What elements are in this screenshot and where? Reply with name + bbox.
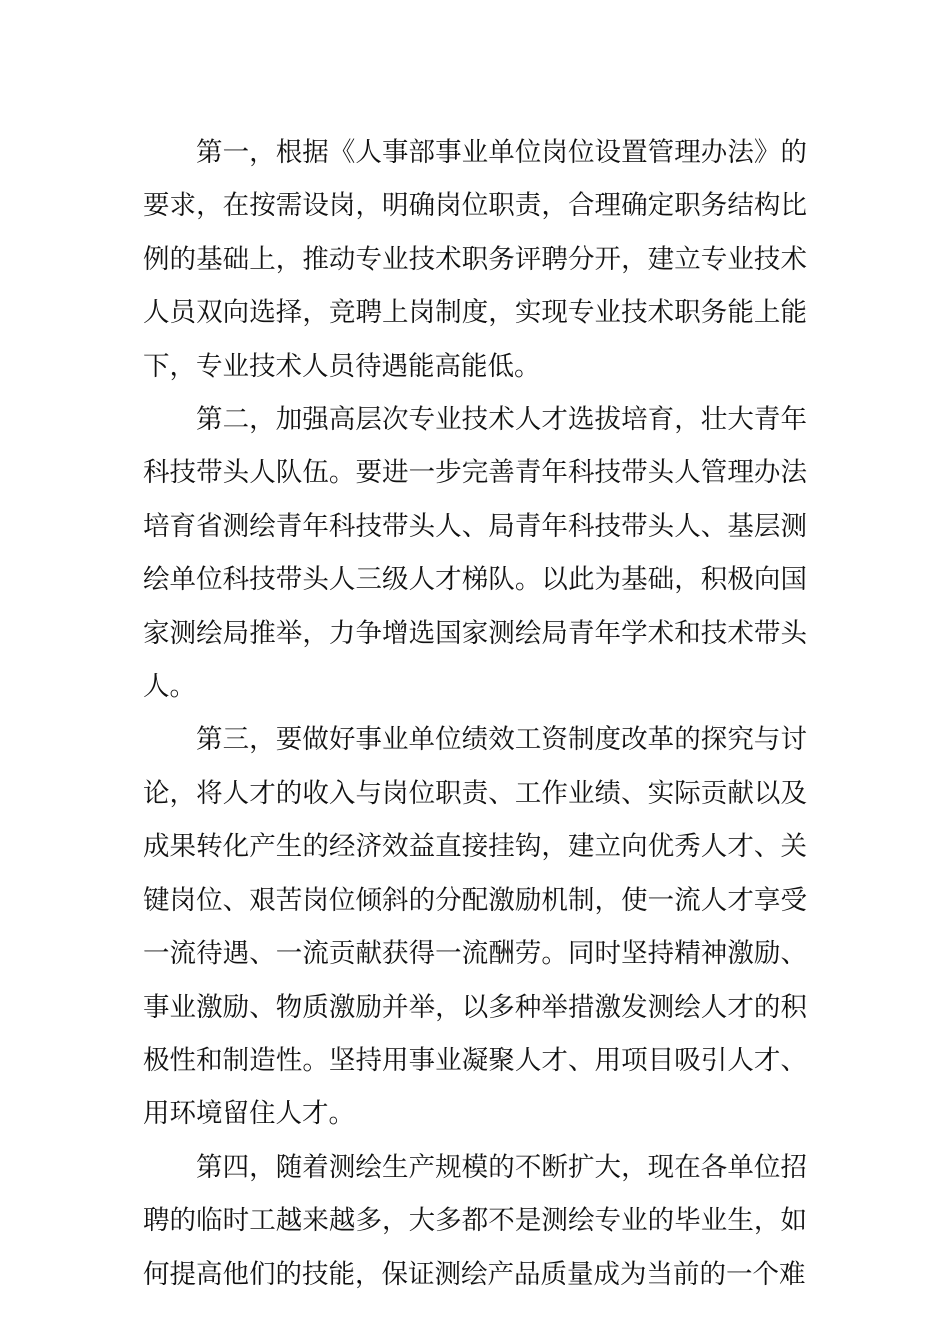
document-page [143, 126, 807, 1301]
paragraph-2: 第二，加强高层次专业技术人才选拔培育，壮大青年科技带头人队伍。要进一步完善青年科技带头人管理办法培育省测绘青年科技带头人、局青年科技带头人、基层测绘单位科技带头人三级人才梯队。以此为基础，积极向国家测绘局推举，力争增选国家测绘局青年学术和技术带头人。 [143, 404, 807, 703]
paragraph-4: 第四，随着测绘生产规模的不断扩大，现在各单位招聘的临时工越来越多，大多都不是测绘专业的毕业生，如何提高他们的技能，保证测绘产品质量成为当前的一个难 [143, 1151, 807, 1290]
paragraph-1: 第一，根据《人事部事业单位岗位设置管理办法》的要求，在按需设岗，明确岗位职责，合理确定职务结构比例的基础上，推动专业技术职务评聘分开，建立专业技术人员双向选择，竞聘上岗制度，实现专业技术职务能上能下，专业技术人员待遇能高能低。 [143, 137, 807, 382]
paragraph-3: 第三，要做好事业单位绩效工资制度改革的探究与讨论，将人才的收入与岗位职责、工作业绩、实际贡献以及成果转化产生的经济效益直接挂钩，建立向优秀人才、关键岗位、艰苦岗位倾斜的分配激励机制，使一流人才享受一流待遇、一流贡献获得一流酬劳。同时坚持精神激励、事业激励、物质激励并举，以多种举措激发测绘人才的积极性和制造性。坚持用事业凝聚人才、用项目吸引人才、用环境留住人才。 [143, 724, 807, 1130]
